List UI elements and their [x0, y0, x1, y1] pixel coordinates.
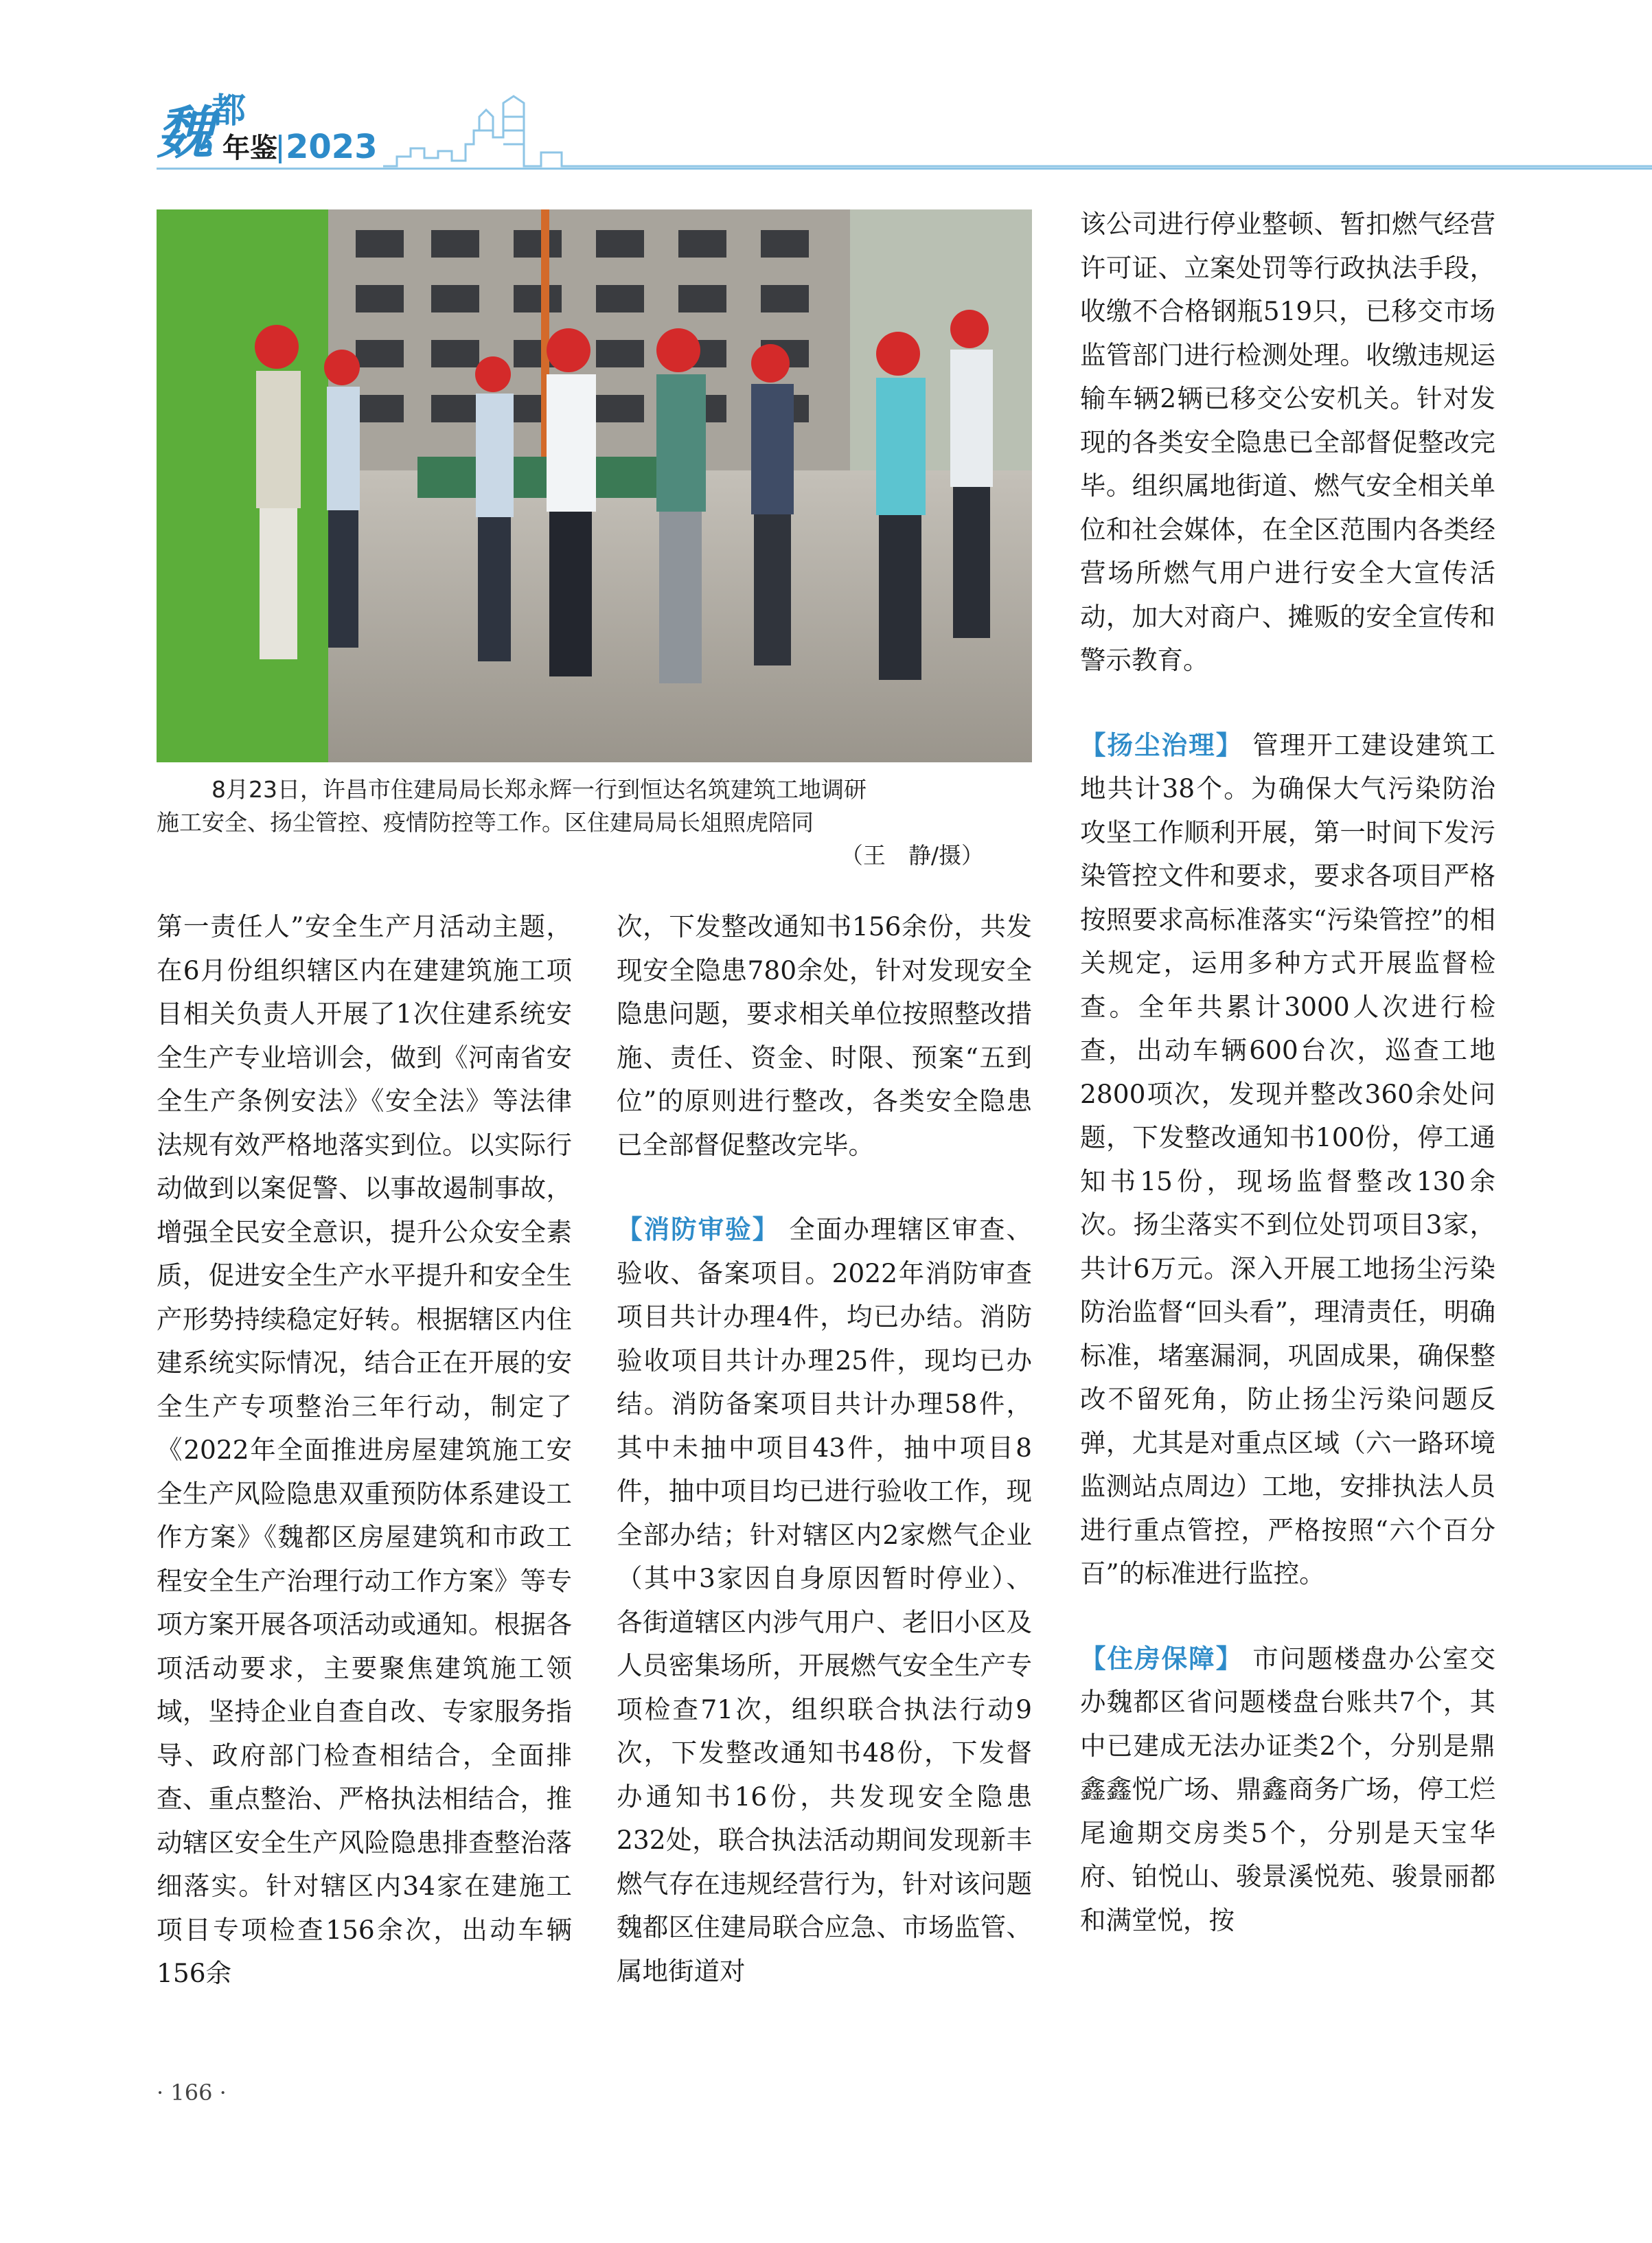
paragraph: 该公司进行停业整顿、暂扣燃气经营许可证、立案处罚等行政执法手段，收缴不合格钢瓶519只，已移交市场监管部门进行检测处理。收缴违规运输车辆2辆已移交公安机关。针对发现的各类安全隐患已全部督促整改完毕。组织属地街道、燃气安全相关单位和社会媒体，在全区范围内各类经营场所燃气用户进行安全大宣传活动，加大对商户、摊贩的安全宣传和警示教育。	[1080, 209, 1495, 675]
paragraph-text: 全面办理辖区审查、验收、备案项目。2022年消防审查项目共计办理4件，均已办结。消防验收项目共计办理25件，现均已办结。消防备案项目共计办理58件，其中未抽中项目43件，抽中项目8件，抽中项目均已进行验收工作，现全部办结；针对辖区内2家燃气企业（其中3家因自身原因暂时停业）、各街道辖区内涉气用户、老旧小区及人员密集场所，开展燃气安全生产专项检查71次，组织联合执法行动9次，下发整改通知书48份，下发督办通知书16份，共发现安全隐患232处，联合执法活动期间发现新丰燃气存在违规经营行为，针对该问题魏都区住建局联合应急、市场监管、属地街道对	[617, 1214, 1033, 1986]
logo-sub-char: 都	[211, 91, 246, 130]
section-heading-fire-review: 【消防审验】	[617, 1214, 780, 1244]
paragraph-dust-control	[1080, 724, 1495, 1596]
page-number: · 166 ·	[157, 2080, 227, 2106]
column-2	[617, 905, 1032, 1993]
photo-credit: （王 静/摄）	[840, 842, 984, 869]
section-heading-housing: 【住房保障】	[1080, 1643, 1243, 1674]
skyline-graphic	[383, 89, 1652, 172]
caption-line-2: 施工安全、扬尘管控、疫情防控等工作。区住建局局长俎照虎陪同	[157, 809, 814, 836]
paragraph-fire-review	[617, 1208, 1032, 1993]
caption-line-1: 8月23日，许昌市住建局局长郑永辉一行到恒达名筑建筑工地调研	[211, 776, 867, 803]
paragraph-text: 管理开工建设建筑工地共计38个。为确保大气污染防治攻坚工作顺利开展，第一时间下发污染管控文件和要求，要求各项目严格按照要求高标准落实“污染管控”的相关规定，运用多种方式开展监督检查。全年共累计3000人次进行检查，出动车辆600台次，巡查工地2800项次，发现并整改360余处问题，下发整改通知书100份，停工通知书15份，现场监督整改130余次。扬尘落实不到位处罚项目3家，共计6万元。深入开展工地扬尘污染防治监督“回头看”，理清责任，明确标准，堵塞漏洞，巩固成果，确保整改不留死角，防止扬尘污染问题反弹，尤其是对重点区域（六一路环境监测站点周边）工地，安排执法人员进行重点管控，严格按照“六个百分百”的标准进行监控。	[1080, 729, 1496, 1589]
paragraph-text: 市问题楼盘办公室交办魏都区省问题楼盘台账共7个，其中已建成无法办证类2个，分别是鼎鑫鑫悦广场、鼎鑫商务广场，停工烂尾逾期交房类5个，分别是天宝华府、铂悦山、骏景溪悦苑、骏景丽都和满堂悦，按	[1080, 1643, 1496, 1935]
column-3	[1080, 203, 1495, 1942]
logo-main-char: 魏	[157, 101, 213, 166]
logo-year: 2023	[286, 128, 378, 166]
photo-illustration	[157, 209, 1032, 762]
page-header	[157, 89, 1652, 172]
logo-nianjian: 年鉴	[222, 132, 277, 164]
photo-caption	[157, 773, 1032, 872]
paragraph: 次，下发整改通知书156余份，共发现安全隐患780余处，针对发现安全隐患问题，要求相关单位按照整改措施、责任、资金、时限、预案“五到位”的原则进行整改，各类安全隐患已全部督促整改完毕。	[617, 911, 1032, 1160]
logo-divider	[279, 135, 282, 163]
column-1	[157, 905, 572, 1996]
construction-site-photo	[157, 209, 1032, 762]
paragraph: 第一责任人”安全生产月活动主题，在6月份组织辖区内在建建筑施工项目相关负责人开展了1次住建系统安全生产专业培训会，做到《河南省安全生产条例安法》《安全法》等法律法规有效严格地落实到位。以实际行动做到以案促警、以事故遏制事故，增强全民安全意识，提升公众安全素质，促进安全生产水平提升和安全生产形势持续稳定好转。根据辖区内住建系统实际情况，结合正在开展的安全生产专项整治三年行动，制定了《2022年全面推进房屋建筑施工安全生产风险隐患双重预防体系建设工作方案》《魏都区房屋建筑和市政工程安全生产治理行动工作方案》等专项方案开展各项活动或通知。根据各项活动要求，主要聚焦建筑施工领域，坚持企业自查自改、专家服务指导、政府部门检查相结合，全面排查、重点整治、严格执法相结合，推动辖区安全生产风险隐患排查整治落细落实。针对辖区内34家在建施工项目专项检查156余次，出动车辆156余	[157, 911, 572, 1988]
section-heading-dust-control: 【扬尘治理】	[1080, 729, 1243, 760]
header-rule	[157, 168, 1652, 170]
paragraph-housing	[1080, 1637, 1495, 1943]
